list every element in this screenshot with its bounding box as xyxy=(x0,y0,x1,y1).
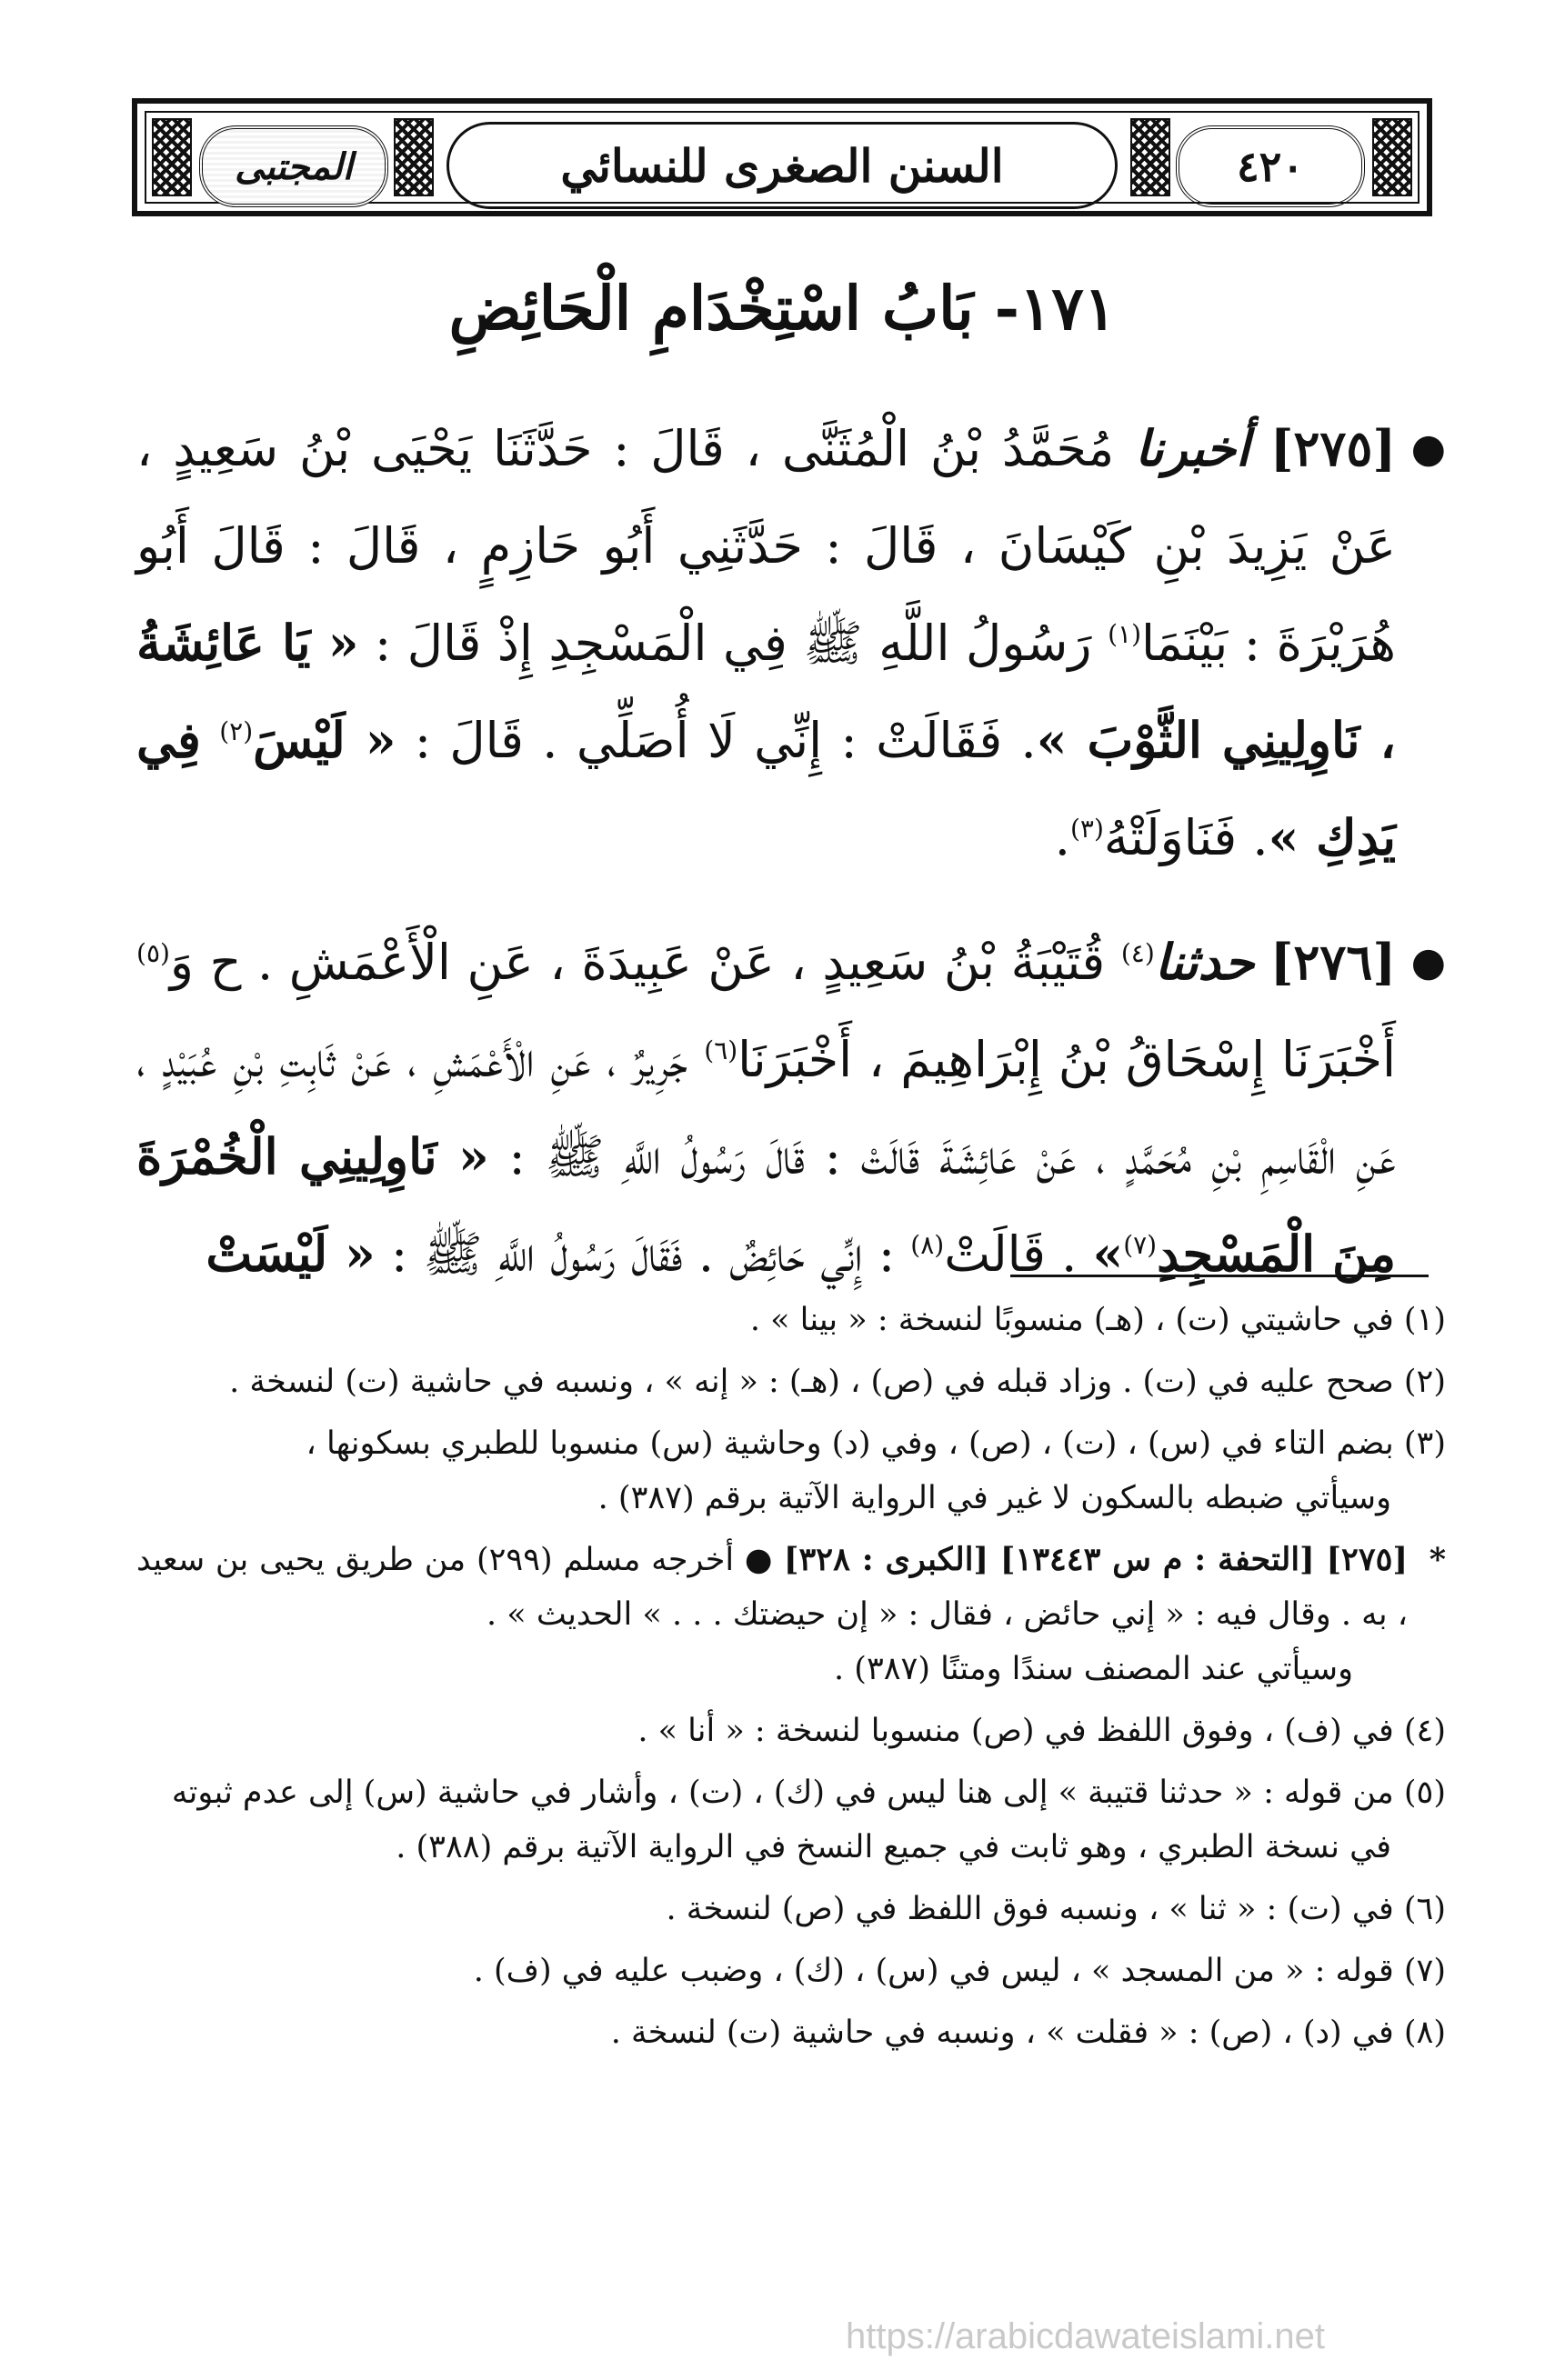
hadith-276 xyxy=(136,914,1446,1303)
takhrij-text: ● أخرجه مسلم (٢٩٩) من طريق يحيى بن سعيد ، به . وقال فيه : « إني حائض ، فقال : « إن حيضتك . . . » الحديث » . xyxy=(136,1542,1408,1633)
footnote-ref[interactable]: (٣) xyxy=(1069,814,1104,844)
footnote-5-line2: في نسخة الطبري ، وهو ثابت في جميع النسخ في الرواية الآتية برقم (٣٨٨) . xyxy=(396,1829,1391,1865)
takhrij-reference: [٢٧٥] [التحفة : م س ١٣٤٤٣] [الكبرى : ٣٢٨] xyxy=(783,1541,1408,1578)
page-number: ٤٢٠ xyxy=(1176,125,1365,207)
footnote-5 xyxy=(136,1765,1446,1875)
chapter-number: ١٧١- xyxy=(994,273,1117,344)
prophetic-quote: « يَا عَائِشَةُ ، نَاوِلِينِي الثَّوْبَ » xyxy=(136,614,1396,769)
footnote-ref[interactable]: (٦) xyxy=(704,1035,738,1065)
footnote-3-line2: وسيأتي ضبطه بالسكون لا غير في الرواية الآتية برقم (٣٨٧) . xyxy=(597,1480,1391,1516)
watermark-url: https://arabicdawateislami.net xyxy=(846,2316,1325,2356)
footnote-4: (٤) في (ف) ، وفوق اللفظ في (ص) منسوبا لنسخة : « أنا » . xyxy=(637,1713,1446,1749)
hadith-number: [٢٧٥] xyxy=(1269,419,1396,477)
prophetic-quote: فِي يَدِكِ » xyxy=(136,711,1396,866)
chapter-heading xyxy=(0,273,1565,344)
footnote-5-line1: (٥) من قوله : « حدثنا قتيبة » إلى هنا ليس في (ك) ، (ت) ، وأشار في حاشية (س) إلى عدم ثبوته xyxy=(171,1775,1446,1811)
text-segment: . xyxy=(1054,809,1070,866)
footnote-8: (٨) في (د) ، (ص) : « فقلت » ، ونسبه في حاشية (ت) لنسخة . xyxy=(610,2015,1446,2051)
footnote-3 xyxy=(136,1416,1446,1525)
prophetic-quote: « لَيْسَتْ xyxy=(206,1225,376,1283)
footnote-ref[interactable]: (٢) xyxy=(219,716,254,746)
chain-word: أخبرنا xyxy=(1135,419,1250,477)
text-segment: . فَقَالَتْ : إِنِّي لَا أُصَلِّي . قَالَ : xyxy=(414,712,1037,769)
bullet-icon: ● xyxy=(1410,939,1446,985)
hadith-number: [٢٧٦] xyxy=(1269,933,1396,991)
prophetic-quote: « نَاوِلِينِي الْخُمْرَةَ مِنَ الْمَسْجِدِ xyxy=(136,1127,1396,1283)
asterisk-icon: * xyxy=(1429,1541,1446,1578)
footnote-2: (٢) صحح عليه في (ت) . وزاد قبله في (ص) ، (هـ) : « إنه » ، ونسبه في حاشية (ت) لنسخة . xyxy=(229,1364,1446,1400)
footnote-7: (٧) قوله : « من المسجد » ، ليس في (س) ، (ك) ، وضبب عليه في (ف) . xyxy=(473,1953,1446,1989)
ornament-right-icon xyxy=(1372,118,1412,196)
text-segment: أَخْبَرَنَا إِسْحَاقُ بْنُ إِبْرَاهِيمَ ، أَخْبَرَنَا xyxy=(737,1031,1396,1088)
footnote-ref[interactable]: (٤) xyxy=(1120,938,1155,968)
ornament-mid-right-icon xyxy=(1130,118,1170,196)
footnote-separator xyxy=(1010,1275,1429,1277)
footnote-ref[interactable]: (٧) xyxy=(1123,1230,1158,1260)
footnote-1: (١) في حاشيتي (ت) ، (هـ) منسوبًا لنسخة : « بينا » . xyxy=(749,1302,1446,1338)
text-segment: . فَنَاوَلَتْهُ xyxy=(1103,809,1269,866)
hadith-275 xyxy=(136,400,1446,886)
book-short-title: المجتبى xyxy=(199,125,388,207)
takhrij-note xyxy=(136,1533,1446,1696)
chapter-title: بَابُ اسْتِخْدَامِ الْحَائِضِ xyxy=(448,273,974,344)
text-segment: جَرِيرٌ ، عَنِ الْأَعْمَشِ ، عَنْ ثَابِتِ بْنِ عُبَيْدٍ ، عَنِ الْقَاسِمِ بْنِ مُحَمَّدٍ ، عَنْ عَائِشَةَ قَالَتْ : قَالَ رَسُولُ اللَّهِ ﷺ : xyxy=(136,1031,1396,1185)
text-segment: : إِنِّي حَائِضٌ . فَقَالَ رَسُولُ اللَّهِ ﷺ : xyxy=(390,1225,896,1283)
text-segment: . قَالَتْ xyxy=(944,1225,1078,1283)
header-inner-frame xyxy=(145,111,1420,204)
text-segment: رَسُولُ اللَّهِ ﷺ فِي الْمَسْجِدِ إِذْ قَالَ : xyxy=(375,615,1092,672)
footnote-ref[interactable]: (٨) xyxy=(910,1230,945,1260)
ornament-mid-left-icon xyxy=(394,118,434,196)
quote-close: » xyxy=(1092,1225,1124,1283)
footnote-3-line1: (٣) بضم التاء في (س) ، (ت) ، (ص) ، وفي (د) وحاشية (س) منسوبا للطبري بسكونها ، xyxy=(306,1425,1446,1462)
footnotes xyxy=(136,1293,1446,2067)
ornament-left-icon xyxy=(152,118,192,196)
page-header xyxy=(132,98,1432,216)
running-title: السنن الصغرى للنسائي xyxy=(446,122,1118,209)
takhrij-text-2: وسيأتي عند المصنف سندًا ومتنًا (٣٨٧) . xyxy=(834,1651,1353,1687)
footnote-6: (٦) في (ت) : « ثنا » ، ونسبه فوق اللفظ في (ص) لنسخة . xyxy=(666,1891,1446,1927)
prophetic-quote: « لَيْسَ xyxy=(253,711,396,769)
chain-word: حدثنا xyxy=(1154,933,1255,991)
main-text xyxy=(136,400,1446,1330)
text-segment: قُتَيْبَةُ بْنُ سَعِيدٍ ، عَنْ عَبِيدَةَ ، عَنِ الْأَعْمَشِ . ح وَ xyxy=(169,934,1106,991)
footnote-ref[interactable]: (١) xyxy=(1108,619,1141,649)
text-segment: مُحَمَّدُ بْنُ الْمُثَنَّى ، قَالَ : حَدَّثَنَا يَحْيَى بْنُ سَعِيدٍ ، عَنْ يَزِيدَ بْنِ كَيْسَانَ ، قَالَ : حَدَّثَنِي أَبُو حَازِمٍ ، قَالَ : قَالَ أَبُو هُرَيْرَةَ : بَيْنَمَا xyxy=(136,420,1396,672)
footnote-ref[interactable]: (٥) xyxy=(136,938,170,968)
bullet-icon: ● xyxy=(1410,425,1446,472)
